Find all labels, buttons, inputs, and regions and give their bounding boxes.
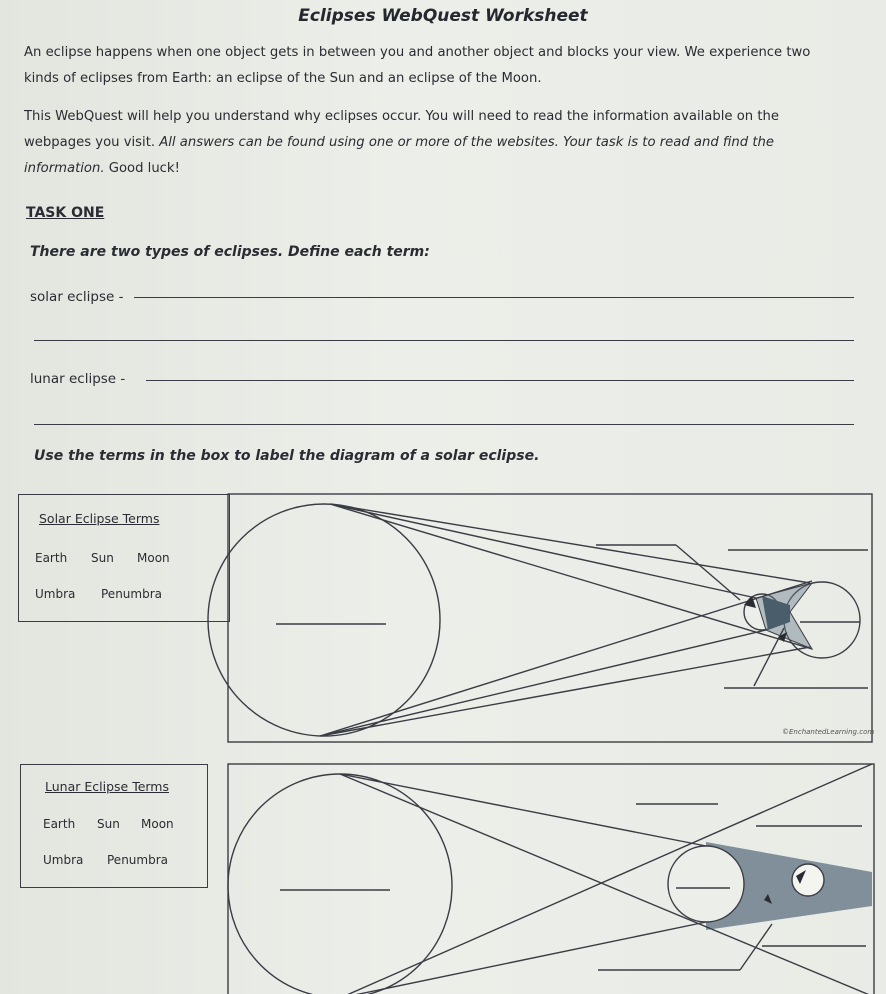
instructions-line-3-plain: Good luck!: [104, 161, 180, 176]
solar-eclipse-label: solar eclipse -: [30, 289, 124, 305]
instructions-line-2-italic: All answers can be found using one or more of the websites. Your task is to read and find the: [159, 135, 774, 150]
intro-line-1: An eclipse happens when one object gets in between you and another object and blocks your view. We experience two: [24, 45, 811, 60]
solar-ray-4: [320, 581, 812, 736]
instructions-line-2-plain: webpages you visit.: [24, 135, 160, 150]
solar-eclipse-diagram: [208, 494, 875, 742]
solar-term-earth: Earth: [35, 551, 68, 565]
solar-ray-1: [330, 504, 812, 649]
solar-label-leader-1: [676, 545, 740, 600]
solar-ray-3: [330, 504, 756, 598]
lunar-term-penumbra: Penumbra: [107, 853, 168, 867]
diagram-instruction: Use the terms in the box to label the diagram of a solar eclipse.: [34, 448, 540, 464]
lunar-term-umbra: Umbra: [43, 853, 84, 867]
lunar-term-moon: Moon: [141, 817, 174, 831]
lunar-diagram-earth: [668, 846, 744, 922]
lunar-eclipse-diagram: [228, 764, 874, 994]
task-one-heading: TASK ONE: [26, 205, 105, 221]
solar-term-sun: Sun: [91, 551, 114, 565]
solar-term-umbra: Umbra: [35, 587, 76, 601]
solar-ray-6: [320, 647, 810, 736]
lunar-terms-title: Lunar Eclipse Terms: [45, 779, 169, 794]
instructions-line-3-italic: information.: [24, 161, 105, 176]
lunar-label-leader-6: [740, 924, 772, 970]
solar-diagram-sun: [208, 504, 440, 736]
intro-line-2: kinds of eclipses from Earth: an eclipse of the Sun and an eclipse of the Moon.: [24, 71, 542, 86]
lunar-ray-2: [340, 774, 706, 846]
lunar-term-earth: Earth: [43, 817, 76, 831]
solar-ray-2: [330, 504, 810, 583]
solar-term-moon: Moon: [137, 551, 170, 565]
credit-text: ©EnchantedLearning.com: [782, 728, 875, 736]
lunar-term-sun: Sun: [97, 817, 120, 831]
task-one-question: There are two types of eclipses. Define each term:: [30, 244, 430, 260]
solar-terms-title: Solar Eclipse Terms: [39, 511, 160, 526]
instructions-line-1: This WebQuest will help you understand why eclipses occur. You will need to read the information available on the: [24, 109, 779, 124]
lunar-eclipse-label: lunar eclipse -: [30, 371, 126, 387]
lunar-diagram-moon: [792, 864, 824, 896]
solar-term-penumbra: Penumbra: [101, 587, 162, 601]
solar-ray-5: [320, 630, 766, 736]
worksheet-title: Eclipses WebQuest Worksheet: [298, 6, 588, 26]
